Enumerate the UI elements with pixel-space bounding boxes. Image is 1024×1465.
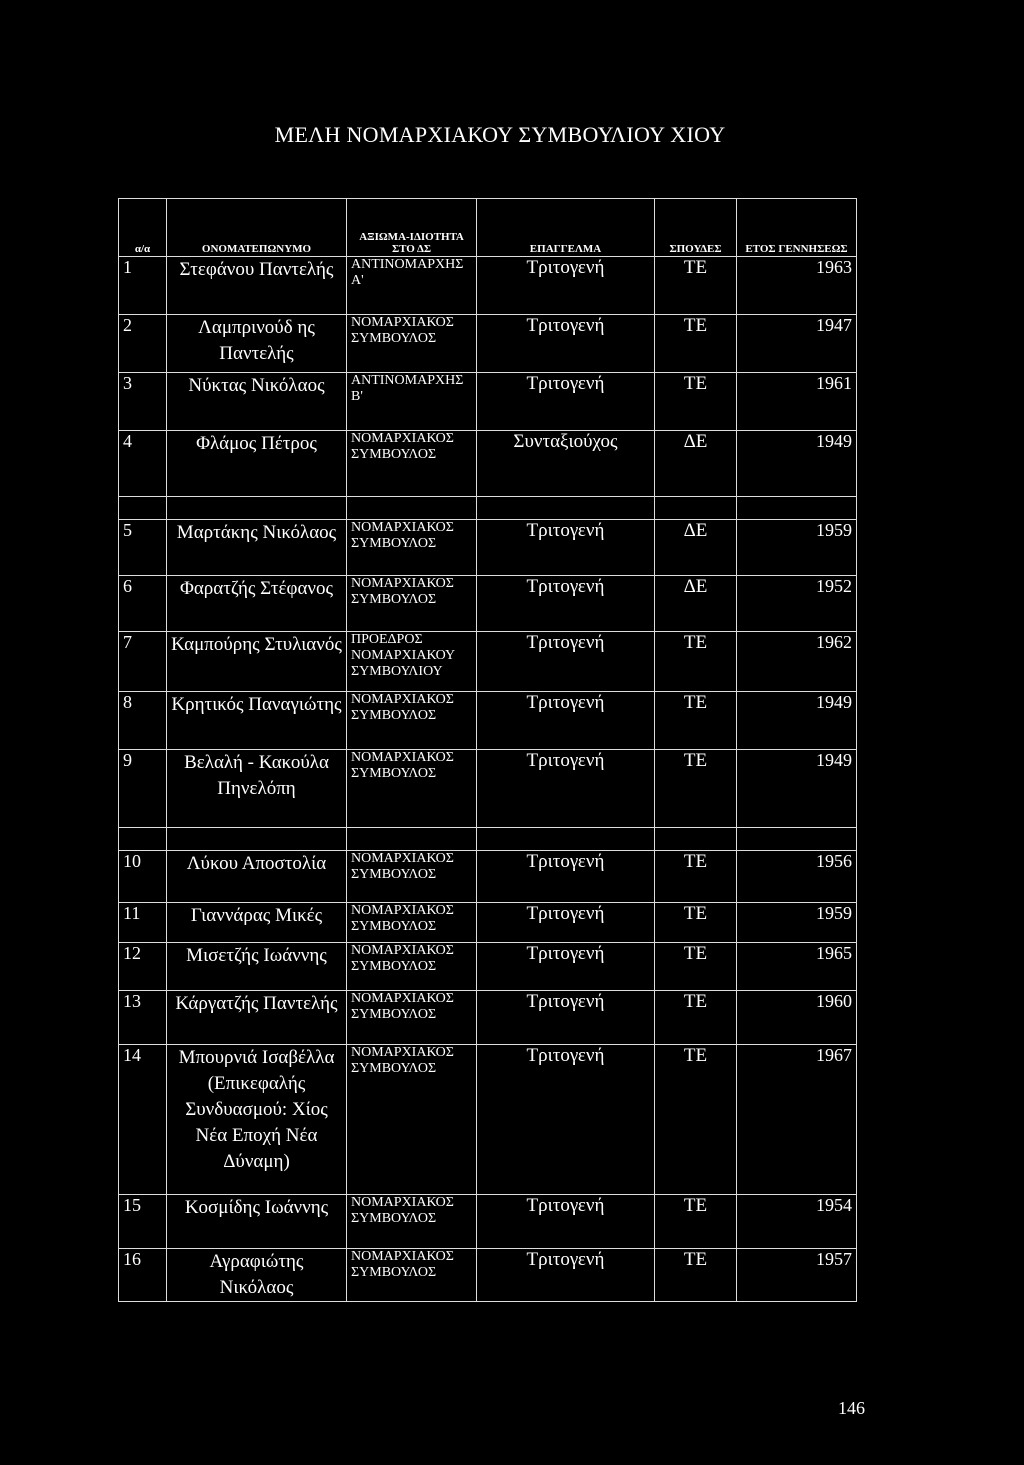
cell-job: Τριτογενή: [477, 520, 655, 576]
cell-edu: ΤΕ: [655, 903, 737, 943]
cell-name: Φαρατζής Στέφανος: [167, 576, 347, 632]
cell-role: ΝΟΜΑΡΧΙΑΚΟΣ ΣΥΜΒΟΥΛΟΣ: [347, 692, 477, 750]
cell-year: 1947: [737, 315, 857, 373]
table-row: [119, 315, 857, 373]
cell-name: Μισετζής Ιωάννης: [167, 943, 347, 991]
header-job: ΕΠΑΓΓΕΛΜΑ: [477, 199, 655, 257]
gap-cell: [737, 828, 857, 851]
row-gap: [119, 828, 857, 851]
gap-cell: [347, 497, 477, 520]
table-row: [119, 991, 857, 1045]
table-row: [119, 576, 857, 632]
cell-role: ΝΟΜΑΡΧΙΑΚΟΣ ΣΥΜΒΟΥΛΟΣ: [347, 991, 477, 1045]
table-row: [119, 750, 857, 828]
cell-job: Τριτογενή: [477, 943, 655, 991]
cell-year: 1959: [737, 520, 857, 576]
gap-cell: [119, 828, 167, 851]
cell-job: Τριτογενή: [477, 903, 655, 943]
cell-year: 1957: [737, 1249, 857, 1302]
cell-year: 1959: [737, 903, 857, 943]
cell-name: Κάργατζής Παντελής: [167, 991, 347, 1045]
cell-job: Τριτογενή: [477, 750, 655, 828]
row-gap: [119, 497, 857, 520]
cell-year: 1949: [737, 431, 857, 497]
cell-job: Τριτογενή: [477, 1249, 655, 1302]
cell-year: 1960: [737, 991, 857, 1045]
cell-edu: ΤΕ: [655, 632, 737, 692]
cell-name: Λύκου Αποστολία: [167, 851, 347, 903]
header-edu: ΣΠΟΥΔΕΣ: [655, 199, 737, 257]
table-row: [119, 431, 857, 497]
cell-edu: ΤΕ: [655, 1195, 737, 1249]
cell-name: Αγραφιώτης Νικόλαος: [167, 1249, 347, 1302]
table-row: [119, 903, 857, 943]
cell-role: ΝΟΜΑΡΧΙΑΚΟΣ ΣΥΜΒΟΥΛΟΣ: [347, 1195, 477, 1249]
cell-job: Τριτογενή: [477, 692, 655, 750]
cell-name: Γιαννάρας Μικές: [167, 903, 347, 943]
cell-edu: ΤΕ: [655, 851, 737, 903]
cell-job: Τριτογενή: [477, 851, 655, 903]
cell-role: ΝΟΜΑΡΧΙΑΚΟΣ ΣΥΜΒΟΥΛΟΣ: [347, 431, 477, 497]
cell-role: ΝΟΜΑΡΧΙΑΚΟΣ ΣΥΜΒΟΥΛΟΣ: [347, 851, 477, 903]
cell-no: 5: [119, 520, 167, 576]
gap-cell: [477, 497, 655, 520]
cell-edu: ΔΕ: [655, 576, 737, 632]
cell-year: 1956: [737, 851, 857, 903]
cell-name: Λαμπρινούδ ης Παντελής: [167, 315, 347, 373]
cell-job: Τριτογενή: [477, 576, 655, 632]
cell-edu: ΔΕ: [655, 431, 737, 497]
header-role: ΑΞΙΩΜΑ-ΙΔΙΟΤΗΤΑ ΣΤΟ ΔΣ: [347, 199, 477, 257]
cell-name: Μπουρνιά Ισαβέλλα (Επικεφαλής Συνδυασμού: Χίος Νέα Εποχή Νέα Δύναμη): [167, 1045, 347, 1195]
cell-year: 1963: [737, 257, 857, 315]
cell-job: Τριτογενή: [477, 315, 655, 373]
table-row: [119, 373, 857, 431]
header-name: ΟΝΟΜΑΤΕΠΩΝΥΜΟ: [167, 199, 347, 257]
cell-role: ΠΡΟΕΔΡΟΣ ΝΟΜΑΡΧΙΑΚΟΥ ΣΥΜΒΟΥΛΙΟΥ: [347, 632, 477, 692]
gap-cell: [655, 828, 737, 851]
cell-no: 4: [119, 431, 167, 497]
cell-name: Βελαλή - Κακούλα Πηνελόπη: [167, 750, 347, 828]
cell-year: 1965: [737, 943, 857, 991]
table-row: [119, 520, 857, 576]
cell-year: 1949: [737, 692, 857, 750]
table-row: [119, 1195, 857, 1249]
cell-role: ΝΟΜΑΡΧΙΑΚΟΣ ΣΥΜΒΟΥΛΟΣ: [347, 1249, 477, 1302]
cell-job: Τριτογενή: [477, 991, 655, 1045]
cell-year: 1962: [737, 632, 857, 692]
cell-no: 2: [119, 315, 167, 373]
cell-no: 16: [119, 1249, 167, 1302]
cell-role: ΑΝΤΙΝΟΜΑΡΧΗΣ Α': [347, 257, 477, 315]
gap-cell: [737, 497, 857, 520]
cell-no: 15: [119, 1195, 167, 1249]
cell-name: Κρητικός Παναγιώτης: [167, 692, 347, 750]
cell-edu: ΤΕ: [655, 315, 737, 373]
gap-cell: [167, 828, 347, 851]
cell-name: Στεφάνου Παντελής: [167, 257, 347, 315]
cell-no: 1: [119, 257, 167, 315]
table-row: [119, 1249, 857, 1302]
table-row: [119, 851, 857, 903]
table-row: [119, 632, 857, 692]
cell-no: 6: [119, 576, 167, 632]
cell-edu: ΤΕ: [655, 692, 737, 750]
cell-edu: ΤΕ: [655, 991, 737, 1045]
cell-no: 7: [119, 632, 167, 692]
cell-edu: ΔΕ: [655, 520, 737, 576]
cell-edu: ΤΕ: [655, 373, 737, 431]
cell-name: Καμπούρης Στυλιανός: [167, 632, 347, 692]
gap-cell: [477, 828, 655, 851]
cell-year: 1967: [737, 1045, 857, 1195]
cell-job: Τριτογενή: [477, 632, 655, 692]
cell-no: 9: [119, 750, 167, 828]
page-number: 146: [838, 1398, 865, 1418]
cell-job: Τριτογενή: [477, 1195, 655, 1249]
cell-edu: ΤΕ: [655, 1249, 737, 1302]
table-row: [119, 692, 857, 750]
cell-role: ΝΟΜΑΡΧΙΑΚΟΣ ΣΥΜΒΟΥΛΟΣ: [347, 315, 477, 373]
cell-no: 10: [119, 851, 167, 903]
cell-name: Κοσμίδης Ιωάννης: [167, 1195, 347, 1249]
page-title: ΜΕΛΗ ΝΟΜΑΡΧΙΑΚΟΥ ΣΥΜΒΟΥΛΙΟΥ ΧΙΟΥ: [274, 122, 726, 147]
cell-year: 1949: [737, 750, 857, 828]
cell-role: ΝΟΜΑΡΧΙΑΚΟΣ ΣΥΜΒΟΥΛΟΣ: [347, 576, 477, 632]
cell-role: ΝΟΜΑΡΧΙΑΚΟΣ ΣΥΜΒΟΥΛΟΣ: [347, 1045, 477, 1195]
gap-cell: [655, 497, 737, 520]
cell-no: 14: [119, 1045, 167, 1195]
cell-year: 1952: [737, 576, 857, 632]
cell-edu: ΤΕ: [655, 1045, 737, 1195]
cell-role: ΝΟΜΑΡΧΙΑΚΟΣ ΣΥΜΒΟΥΛΟΣ: [347, 903, 477, 943]
header-year: ΕΤΟΣ ΓΕΝΝΗΣΕΩΣ: [737, 199, 857, 257]
cell-edu: ΤΕ: [655, 750, 737, 828]
table-row: [119, 943, 857, 991]
gap-cell: [119, 497, 167, 520]
cell-year: 1954: [737, 1195, 857, 1249]
cell-name: Νύκτας Νικόλαος: [167, 373, 347, 431]
gap-cell: [347, 828, 477, 851]
members-table: [118, 198, 857, 1302]
cell-year: 1961: [737, 373, 857, 431]
cell-name: Φλάμος Πέτρος: [167, 431, 347, 497]
cell-role: ΝΟΜΑΡΧΙΑΚΟΣ ΣΥΜΒΟΥΛΟΣ: [347, 943, 477, 991]
cell-job: Τριτογενή: [477, 373, 655, 431]
cell-no: 11: [119, 903, 167, 943]
cell-job: Τριτογενή: [477, 1045, 655, 1195]
cell-name: Μαρτάκης Νικόλαος: [167, 520, 347, 576]
header-no: α/α: [119, 199, 167, 257]
gap-cell: [167, 497, 347, 520]
cell-edu: ΤΕ: [655, 943, 737, 991]
table-header-row: [119, 199, 857, 257]
cell-job: Τριτογενή: [477, 257, 655, 315]
table-row: [119, 257, 857, 315]
table-row: [119, 1045, 857, 1195]
cell-no: 12: [119, 943, 167, 991]
cell-edu: ΤΕ: [655, 257, 737, 315]
cell-role: ΝΟΜΑΡΧΙΑΚΟΣ ΣΥΜΒΟΥΛΟΣ: [347, 750, 477, 828]
cell-no: 8: [119, 692, 167, 750]
cell-no: 3: [119, 373, 167, 431]
cell-role: ΑΝΤΙΝΟΜΑΡΧΗΣ Β': [347, 373, 477, 431]
cell-job: Συνταξιούχος: [477, 431, 655, 497]
cell-no: 13: [119, 991, 167, 1045]
cell-role: ΝΟΜΑΡΧΙΑΚΟΣ ΣΥΜΒΟΥΛΟΣ: [347, 520, 477, 576]
